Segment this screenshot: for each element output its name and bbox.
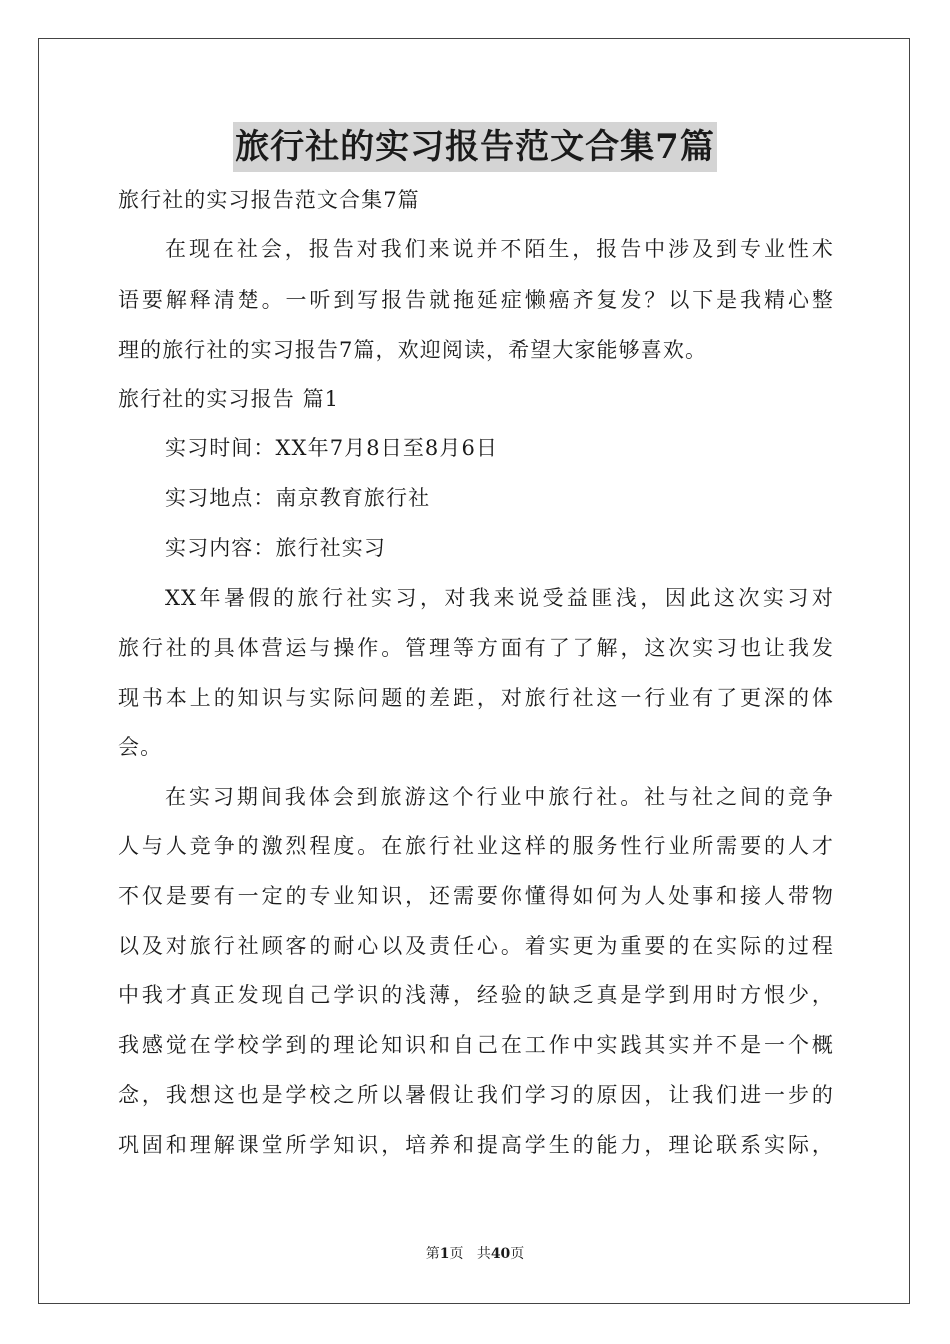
- paragraph-line: 不仅是要有一定的专业知识，还需要你懂得如何为人处事和接人带物: [118, 884, 834, 908]
- page-suffix: 页: [449, 1246, 464, 1262]
- intro-line: 语要解释清楚。一听到写报告就拖延症懒癌齐复发？以下是我精心整: [118, 288, 834, 312]
- paragraph-line: 以及对旅行社顾客的耐心以及责任心。着实更为重要的在实际的过程: [118, 934, 834, 958]
- total-prefix: 共: [476, 1246, 491, 1262]
- intro-line: 理的旅行社的实习报告7篇，欢迎阅读，希望大家能够喜欢。: [118, 338, 708, 362]
- paragraph-line: XX年暑假的旅行社实习，对我来说受益匪浅，因此这次实习对: [165, 586, 834, 610]
- paragraph-line: 会。: [118, 735, 163, 759]
- info-line-location: 实习地点：南京教育旅行社: [165, 486, 431, 510]
- paragraph-line: 人与人竞争的激烈程度。在旅行社业这样的服务性行业所需要的人才: [118, 834, 834, 858]
- paragraph-line: 中我才真正发现自己学识的浅薄，经验的缺乏真是学到用时方恨少，: [118, 983, 834, 1007]
- paragraph-line: 念，我想这也是学校之所以暑假让我们学习的原因，让我们进一步的: [118, 1083, 834, 1107]
- page-border: [38, 38, 910, 1304]
- paragraph-line: 巩固和理解课堂所学知识，培养和提高学生的能力，理论联系实际，: [118, 1133, 834, 1157]
- section-heading: 旅行社的实习报告 篇1: [118, 387, 340, 411]
- document-subtitle: 旅行社的实习报告范文合集7篇: [118, 188, 420, 212]
- info-line-time: 实习时间：XX年7月8日至8月6日: [165, 436, 499, 460]
- page-number: 1: [439, 1246, 450, 1262]
- total-suffix: 页: [510, 1246, 525, 1262]
- info-line-content: 实习内容：旅行社实习: [165, 536, 386, 560]
- paragraph-line: 现书本上的知识与实际问题的差距，对旅行社这一行业有了更深的体: [118, 686, 834, 710]
- title-container: [0, 122, 950, 172]
- paragraph-line: 我感觉在学校学到的理论知识和自己在工作中实践其实并不是一个概: [118, 1033, 834, 1057]
- paragraph-line: 旅行社的具体营运与操作。管理等方面有了了解，这次实习也让我发: [118, 636, 834, 660]
- page-footer: [0, 1244, 950, 1264]
- intro-line: 在现在社会，报告对我们来说并不陌生，报告中涉及到专业性术: [165, 237, 834, 261]
- document-title: 旅行社的实习报告范文合集7篇: [233, 122, 717, 172]
- total-pages: 40: [490, 1246, 511, 1262]
- page-prefix: 第: [425, 1246, 440, 1262]
- paragraph-line: 在实习期间我体会到旅游这个行业中旅行社。社与社之间的竞争: [165, 785, 834, 809]
